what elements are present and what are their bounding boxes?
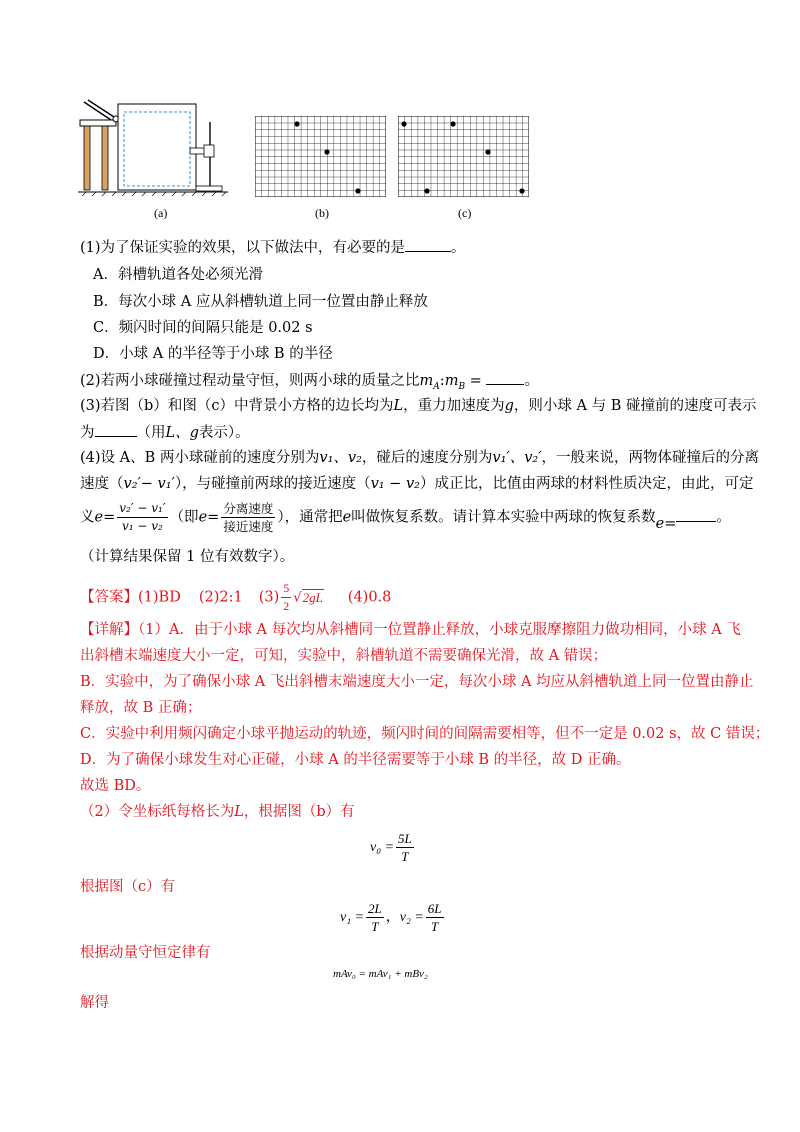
q1-option-c: C．频闪时间的间隔只能是 0.02 s — [93, 320, 313, 336]
q3-line2: 为 （用L、g表示）。 — [80, 422, 250, 443]
detail-line-1: 【详解】（1）A．由于小球 A 每次均从斜槽同一位置静止释放，小球克服摩擦阻力做功相同，小球 A 飞 — [80, 622, 741, 638]
ball-dot — [519, 188, 524, 193]
figure-c-caption: (c) — [458, 206, 472, 220]
equation-v1-v2: v₁ = $\frac{2L}{T}$ ，v₂ = $\frac{6L}{T}$ — [340, 901, 442, 935]
ball-dot — [324, 149, 329, 154]
ball-dot — [485, 149, 490, 154]
detail-line-8: （2）令坐标纸每格长为L，根据图（b）有 — [80, 804, 355, 820]
equation-v0: v₀ = $\frac{5L}{T}$ — [370, 831, 412, 865]
q4-line3: 义e= $\frac{\text{v₂′ − v₁′}}{\text{v₁ − v₂}}$ （即e= $\frac{\text{分离速度}}{\text{接近速度}}$ ），通常把e叫做恢复系数。请计算本实验中两球的恢复系数e= 。 — [80, 501, 731, 534]
detail-line-3: B．实验中，为了确保小球 A 飞出斜槽末端速度大小一定，每次小球 A 均应从斜槽轨道上同一位置由静止 — [80, 674, 754, 690]
q1-answer-blank[interactable] — [405, 237, 451, 252]
figure-c-grid — [398, 116, 529, 197]
q1-option-d: D．小球 A 的半径等于小球 B 的半径 — [93, 346, 333, 362]
q4-line4: （计算结果保留 1 位有效数字）。 — [80, 549, 295, 565]
q3-line1: (3)若图（b）和图（c）中背景小方格的边长均为L，重力加速度为g，则小球 A 与 B 碰撞前的速度可表示 — [80, 398, 757, 414]
detail-line-11: 解得 — [80, 995, 109, 1011]
q3-answer-blank[interactable] — [95, 422, 137, 437]
figure-a-apparatus — [78, 98, 228, 198]
detail-line-9: 根据图（c）有 — [80, 879, 176, 895]
figure-b-grid — [255, 116, 386, 197]
figure-b-caption: (b) — [315, 206, 329, 220]
restitution-formula: $\frac{\text{v₂′ − v₁′}}{\text{v₁ − v₂}}$ — [119, 501, 166, 533]
q1-option-b: B．每次小球 A 应从斜槽轨道上同一位置由静止释放 — [93, 294, 428, 310]
ball-dot — [401, 121, 406, 126]
q4-answer-blank[interactable] — [676, 507, 716, 522]
detail-line-10: 根据动量守恒定律有 — [80, 945, 211, 961]
q4-line1: (4)设 A、B 两小球碰前的速度分别为v₁、v₂，碰后的速度分别为v₁′、v₂′，一般来说，两物体碰撞后的分离 — [80, 450, 759, 466]
answer-line: 【答案】(1)BD (2)2:1 (3) $\frac{5}{2}$ √2gL (4)0.8 — [80, 581, 392, 613]
q4-line2: 速度（v₂′− v₁′），与碰撞前两球的接近速度（v₁ − v₂）成正比，比值由两球的材料性质决定，由此，可定 — [80, 476, 754, 492]
detail-line-5: C．实验中利用频闪确定小球平抛运动的轨迹，频闪时间的间隔需要相等，但不一定是 0.02 s，故 C 错误； — [80, 726, 770, 742]
ball-dot — [424, 188, 429, 193]
ball-dot — [355, 188, 360, 193]
detail-line-2: 出斜槽末端速度大小一定，可知，实验中，斜槽轨道不需要确保光滑，故 A 错误； — [80, 648, 608, 664]
detail-line-4: 释放，故 B 正确； — [80, 700, 202, 716]
ball-dot — [294, 121, 299, 126]
detail-line-7: 故选 BD。 — [80, 778, 151, 794]
q1-option-a: A．斜槽轨道各处必须光滑 — [93, 267, 263, 283]
ball-dot — [450, 121, 455, 126]
detail-line-6: D．为了确保小球发生对心正碰，小球 A 的半径需要等于小球 B 的半径，故 D 正确。 — [80, 752, 631, 768]
q1-stem: (1)为了保证实验的效果，以下做法中，有必要的是 。 — [80, 237, 466, 258]
q2-answer-blank[interactable] — [486, 370, 524, 385]
restitution-definition: $\frac{\text{分离速度}}{\text{接近速度}}$ — [223, 501, 274, 534]
figure-a-caption: (a) — [154, 206, 168, 220]
q2-stem: (2)若两小球碰撞过程动量守恒，则两小球的质量之比$m_A:m_B$ = 。 — [80, 370, 539, 397]
equation-momentum: mAv₀ = mAv₁ + mBv₂ — [333, 968, 428, 980]
